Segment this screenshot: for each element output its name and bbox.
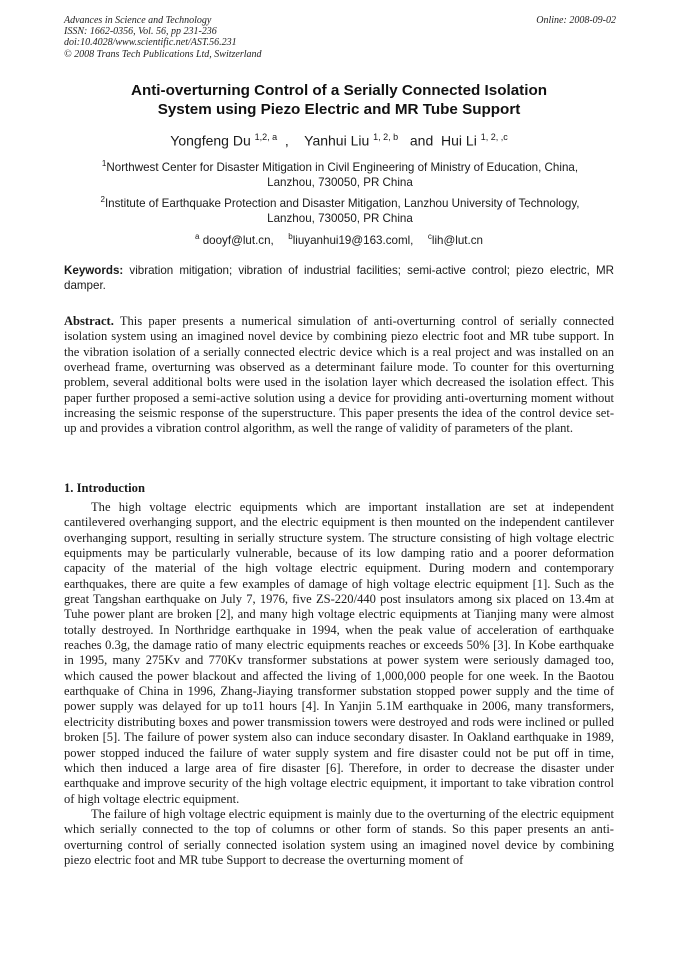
affiliation-2 [70,192,610,227]
paper-title [64,81,614,119]
introduction-body [64,500,614,868]
affiliation-line: Institute of Earthquake Protection and Disaster Mitigation, Lanzhou University of Technology, [104,196,580,210]
abstract-block [64,314,614,437]
email-list [64,229,614,248]
journal-header [64,15,616,60]
abstract-label: Abstract. [64,314,114,328]
email-superscript: c [427,232,432,241]
affiliation-line: Lanzhou, 730050, PR China [267,212,413,226]
author-superscript: 1, 2, ,c [480,132,508,142]
issn-line: ISSN: 1662-0356, Vol. 56, pp 231-236 [64,26,217,38]
email-superscript: b [288,232,293,241]
author-superscript: 1,2, a [254,132,278,142]
abstract-text: This paper presents a numerical simulation of anti-overturning control of serially connected isolation system using an imagined novel device by combining piezo electric foot and MR tube support. In the vibration isolation of a serially connected electric device which is a real project and was installed on an overhead frame, overturning was observed as a determinant failure mode. To counter for this overturning problem, several additional bolts were used in the isolation layer which decreased the isolation effect. This paper further proposed a semi-active solution using a device for providing anti-overturning moment without increasing the seismic response of the superstructure. This paper presents the idea of the control device set-up and provides a vibration control algorithm, as well the range of validity of parameters of the plant. [64,314,614,436]
affiliation-number: 1 [101,159,107,168]
email-address[interactable]: liuyanhui19@163.coml, [292,233,414,247]
email-superscript: a [195,232,200,241]
paragraph: The failure of high voltage electric equipment is mainly due to the overturning of the electric equipment which serially connected to the top of columns or other form of stands. So this paper presents an anti-overturning control of serially connected isolation system using an imagined novel device by combining piezo electric foot and MR tube Support to decrease the overturning moment of [64,806,614,867]
title-line-1: Anti-overturning Control of a Serially Connected Isolation [131,82,547,99]
keywords-label: Keywords: [64,264,124,277]
online-date: Online: 2008-09-02 [536,15,616,26]
copyright-line: © 2008 Trans Tech Publications Ltd, Switzerland [64,48,262,60]
affiliation-1 [70,156,610,191]
author-name: Yanhui Liu [304,132,370,149]
author-list [64,128,614,150]
section-heading: 1. Introduction [64,481,145,495]
affiliation-line: Northwest Center for Disaster Mitigation in Civil Engineering of Ministry of Education, China, [106,160,579,174]
email-address[interactable]: lih@lut.cn [431,233,483,247]
journal-name: Advances in Science and Technology [64,15,212,26]
author-name: Hui Li [441,132,477,149]
email-address[interactable]: dooyf@lut.cn, [202,233,274,247]
keywords-text: vibration mitigation; vibration of industrial facilities; semi-active control; piezo electric, MR damper. [64,264,614,292]
affiliation-line: Lanzhou, 730050, PR China [267,176,413,190]
paragraph: The high voltage electric equipments which are important installation are set at independent cantilevered overhanging support, and the electric equipment is then mounted on the independent cantilever overhanging support, resulting in serially structure system. The structure consisting of high voltage electric equipments may be particularly vulnerable, because of its low damping ratio and a poorer deformation capacity of the material of the high voltage electric equipment. During modern and contemporary earthquakes, there are quite a few examples of damage of high voltage electric equipment [1]. Such as the great Tangshan earthquake on July 7, 1976, five ZS-220/440 post insulators among six placed on 13.4m at Tuhe power plant are broken [2], and many high voltage electric equipments at Tianjing many were almost totally destroyed. In Northridge earthquake in 1994, when the peak value of acceleration of earthquake reaches 0.3g, the damage ratio of many electric equipments reaches or exceeds 50% [3]. In Kobe earthquake in 1995, many 275Kv and 770Kv transformer substations at power system were seriously damaged too, which caused the power blackout and affected the living of 1,000,000 people for one week. In the Baotou earthquake of China in 1996, Zhang-Jiaying transformer substation stopped power supply and the time of power supply was delayed for up to11 hours [4]. In Yanjin 5.1M earthquake in 2006, many transformers, electricity distributing boxes and power transmission towers were destroyed and rods were inclined or pulled broken [5]. The failure of power system also can induce secondary disaster. In Oakland earthquake in 1989, power stopped induced the failure of water supply system and fire disaster could not be put off in time, which then induced a large area of fire disaster [6]. Therefore, in order to decrease the disaster under earthquake and improve security of the high voltage electric equipment, it important to take vibration control of high voltage electric equipment. [64,500,614,806]
title-line-2: System using Piezo Electric and MR Tube Support [157,101,521,118]
keywords-block [64,264,614,293]
author-separator: , [281,132,301,149]
affiliation-number: 2 [100,195,105,204]
author-separator: and [402,132,438,149]
author-name: Yongfeng Du [170,132,251,149]
doi-line: doi:10.4028/www.scientific.net/AST.56.231 [64,37,237,49]
author-superscript: 1, 2, b [373,132,399,142]
